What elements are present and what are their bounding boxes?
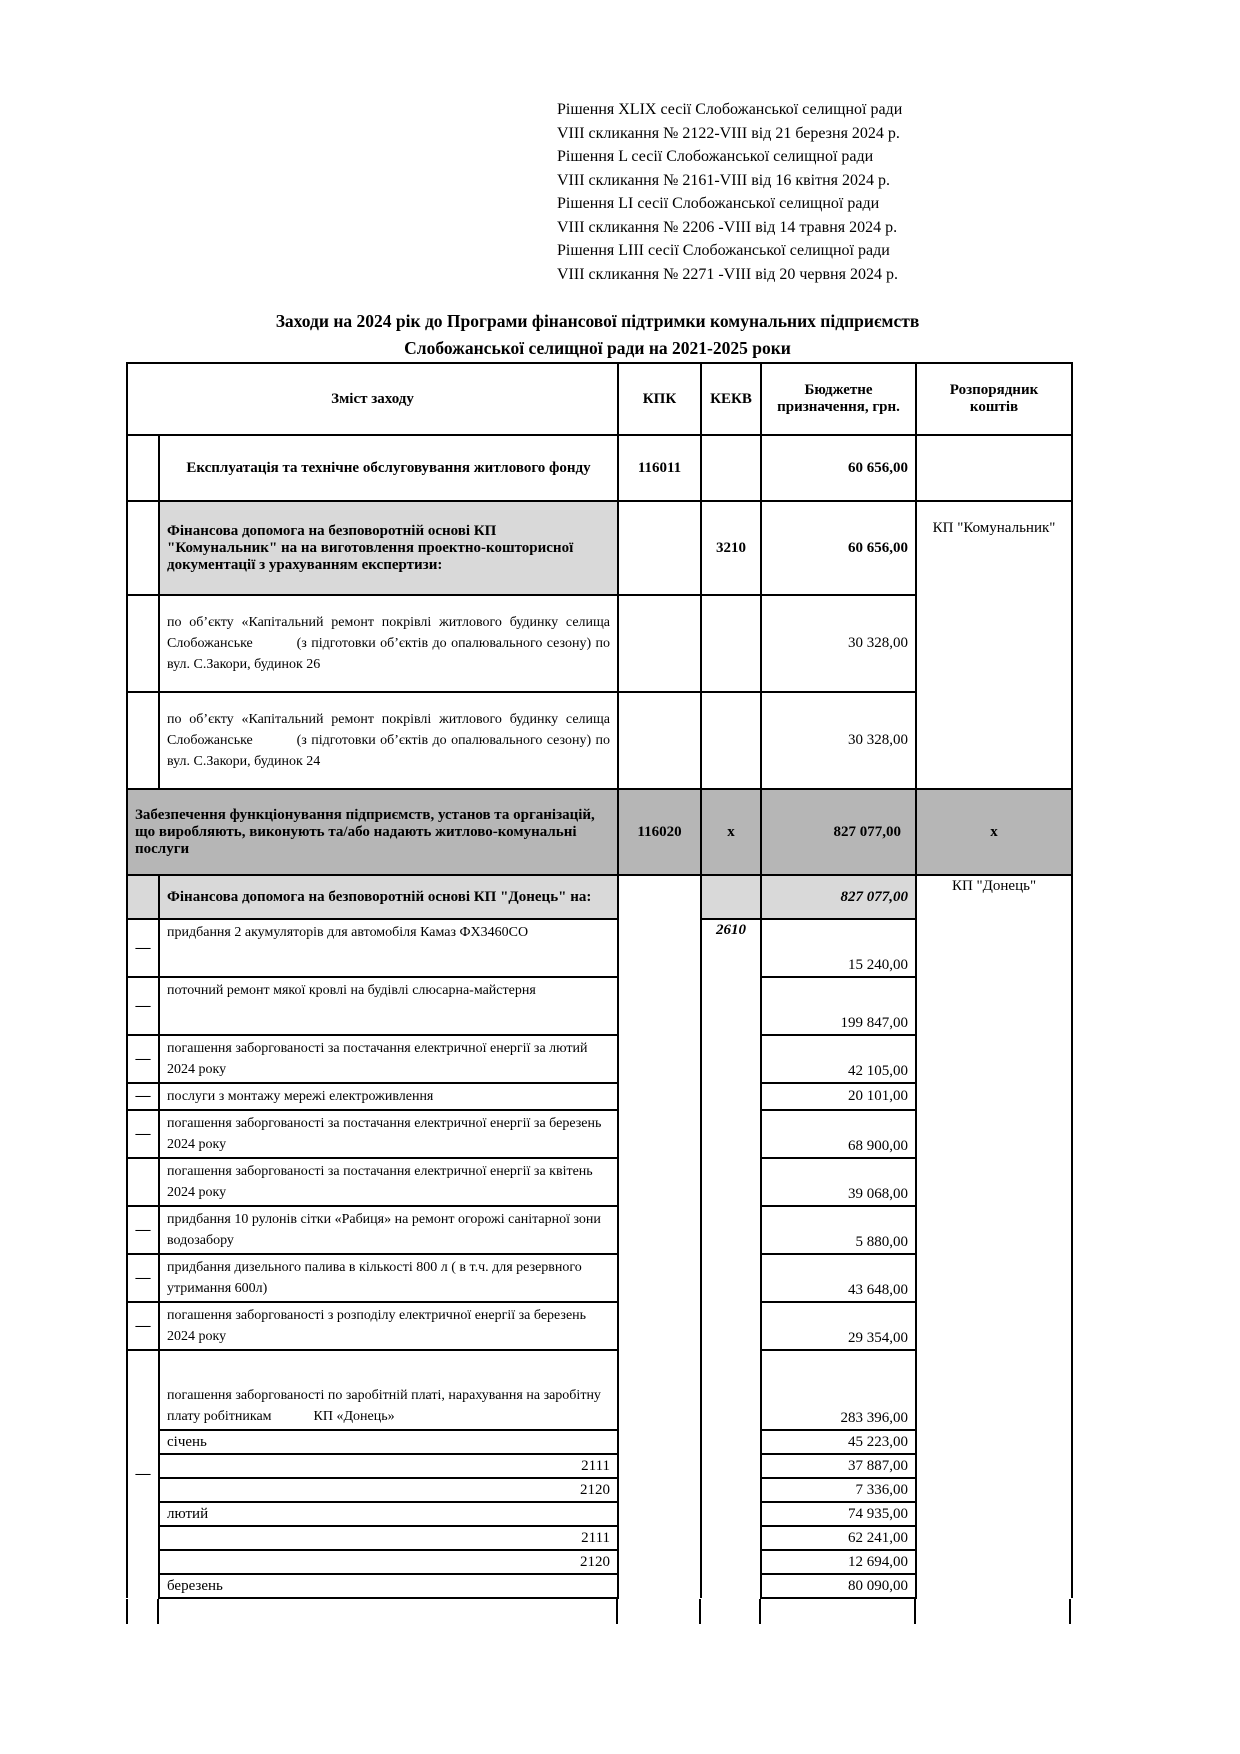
col-header-kekv: КЕКВ [701,363,761,435]
decision-line: Рішення L сесії Слобожанської селищної ради [557,148,874,165]
amount-cell: 45 223,00 [761,1430,916,1454]
content-cell: Фінансова допомога на безповоротній основі КП "Донець" на: [159,875,618,919]
content-cell: придбання дизельного палива в кількості 800 л ( в т.ч. для резервного утримання 600л) [159,1254,618,1302]
content-cell: березень [159,1574,618,1598]
content-cell: 2120 [159,1478,618,1502]
marker-cell: — [127,977,159,1035]
decision-line: Рішення LI сесії Слобожанської селищної ради [557,195,880,212]
border-stub [126,1599,128,1624]
amount-cell: 30 328,00 [761,595,916,692]
decision-line: VIII скликання № 2122-VIII від 21 березня 2024 р. [557,124,900,142]
marker-cell: — [127,919,159,977]
measures-table-wrap [126,362,1071,1625]
decision-line: VIII скликання № 2161-VIII від 16 квітня 2024 р. [557,171,891,189]
content-cell: погашення заборгованості за постачання електричної енергії за березень 2024 року [159,1110,618,1158]
decision-line: VIII скликання № 2206 -VIII від 14 травня 2024 р. [557,218,898,236]
col-header-budget: Бюджетне призначення, грн. [761,363,916,435]
amount-cell: 827 077,00 [761,875,916,919]
manager-cell: x [916,789,1072,875]
table-row [127,875,1072,919]
table-row [127,501,1072,595]
table-row [127,789,1072,875]
content-cell: послуги з монтажу мережі електроживлення [159,1083,618,1110]
marker-cell: — [127,1302,159,1350]
kekv-cell [701,435,761,501]
marker-cell: — [127,1035,159,1083]
document-title [60,308,1135,362]
content-cell: по об’єкту «Капітальний ремонт покрівлі житлового будинку селища Слобожанське (з підготовки об’єктів до опалювального сезону) по вул. С.Закори, будинок 26 [159,595,618,692]
amount-cell: 7 336,00 [761,1478,916,1502]
col-header-content: Зміст заходу [127,363,618,435]
decision-line: Рішення XLIX сесії Слобожанської селищної ради [557,101,903,118]
content-cell: лютий [159,1502,618,1526]
header-row [127,363,1072,435]
amount-cell: 199 847,00 [761,977,916,1035]
col-header-manager: Розпорядник коштів [916,363,1072,435]
content-cell: придбання 2 акумуляторів для автомобіля Камаз ФХ3460СО [159,919,618,977]
content-cell: по об’єкту «Капітальний ремонт покрівлі житлового будинку селища Слобожанське (з підготовки об’єктів до опалювального сезону) по вул. С.Закори, будинок 24 [159,692,618,789]
marker-cell [127,692,159,789]
decision-line: Рішення LIII сесії Слобожанської селищної ради [557,242,890,259]
amount-cell: 5 880,00 [761,1206,916,1254]
border-stub [157,1599,159,1624]
marker-cell: — [127,1350,159,1598]
marker-cell [127,875,159,919]
content-cell: 2120 [159,1550,618,1574]
kpk-cell: 116020 [618,789,701,875]
title-line-2: Слобожанської селищної ради на 2021-2025 роки [404,338,791,358]
border-stub [1069,1599,1071,1624]
border-stub [616,1599,618,1624]
decision-line: VIII скликання № 2271 -VIII від 20 червня 2024 р. [557,265,898,283]
kekv-cell: 3210 [701,501,761,595]
marker-cell: — [127,1254,159,1302]
marker-cell [127,435,159,501]
kpk-cell [618,875,701,1598]
kekv-cell: x [701,789,761,875]
amount-cell: 20 101,00 [761,1083,916,1110]
content-cell: поточний ремонт мякої кровлі на будівлі слюсарна-майстерня [159,977,618,1035]
border-stub [914,1599,916,1624]
kekv-cell: 2610 [701,919,761,1598]
border-stub [699,1599,701,1624]
amount-cell: 12 694,00 [761,1550,916,1574]
kpk-cell [618,692,701,789]
kekv-cell [701,875,761,919]
content-cell: погашення заборгованості за постачання електричної енергії за лютий 2024 року [159,1035,618,1083]
content-cell: 2111 [159,1454,618,1478]
amount-cell: 60 656,00 [761,501,916,595]
kpk-cell: 116011 [618,435,701,501]
kpk-cell [618,501,701,595]
amount-cell: 827 077,00 [761,789,916,875]
content-cell: Фінансова допомога на безповоротній основі КП "Комунальник" на на виготовлення проектно-кошторисної документації з урахуванням експертизи: [159,501,618,595]
marker-cell: — [127,1110,159,1158]
manager-cell [916,435,1072,501]
amount-cell: 283 396,00 [761,1350,916,1430]
manager-cell: КП "Донець" [916,875,1072,1598]
amount-cell: 60 656,00 [761,435,916,501]
content-cell: Експлуатація та технічне обслуговування житлового фонду [159,435,618,501]
title-line-1: Заходи на 2024 рік до Програми фінансової підтримки комунальних підприємств [275,311,920,331]
amount-cell: 15 240,00 [761,919,916,977]
amount-cell: 62 241,00 [761,1526,916,1550]
amount-cell: 80 090,00 [761,1574,916,1598]
amount-cell: 39 068,00 [761,1158,916,1206]
session-decisions [557,98,977,286]
page-cut-border-stubs [126,1599,1071,1625]
content-cell: 2111 [159,1526,618,1550]
kekv-cell [701,595,761,692]
content-cell: придбання 10 рулонів сітки «Рабиця» на ремонт огорожі санітарної зони водозабору [159,1206,618,1254]
kpk-cell [618,595,701,692]
amount-cell: 74 935,00 [761,1502,916,1526]
manager-cell: КП "Комунальник" [916,501,1072,789]
content-cell: погашення заборгованості з розподілу електричної енергії за березень 2024 року [159,1302,618,1350]
content-cell: Забезпечення функціонування підприємств, установ та організацій, що виробляють, виконують та/або надають житлово-комунальні послуги [127,789,618,875]
amount-cell: 68 900,00 [761,1110,916,1158]
amount-cell: 30 328,00 [761,692,916,789]
marker-cell [127,501,159,595]
table-row [127,435,1072,501]
content-cell: погашення заборгованості за постачання електричної енергії за квітень 2024 року [159,1158,618,1206]
marker-cell: — [127,1083,159,1110]
amount-cell: 42 105,00 [761,1035,916,1083]
content-cell: погашення заборгованості по заробітній платі, нарахування на заробітну плату робітникам КП «Донець» [159,1350,618,1430]
content-cell: січень [159,1430,618,1454]
amount-cell: 43 648,00 [761,1254,916,1302]
amount-cell: 37 887,00 [761,1454,916,1478]
marker-cell: — [127,1206,159,1254]
marker-cell [127,1158,159,1206]
amount-cell: 29 354,00 [761,1302,916,1350]
kekv-cell [701,692,761,789]
border-stub [759,1599,761,1624]
marker-cell [127,595,159,692]
col-header-kpk: КПК [618,363,701,435]
measures-table [126,362,1073,1599]
